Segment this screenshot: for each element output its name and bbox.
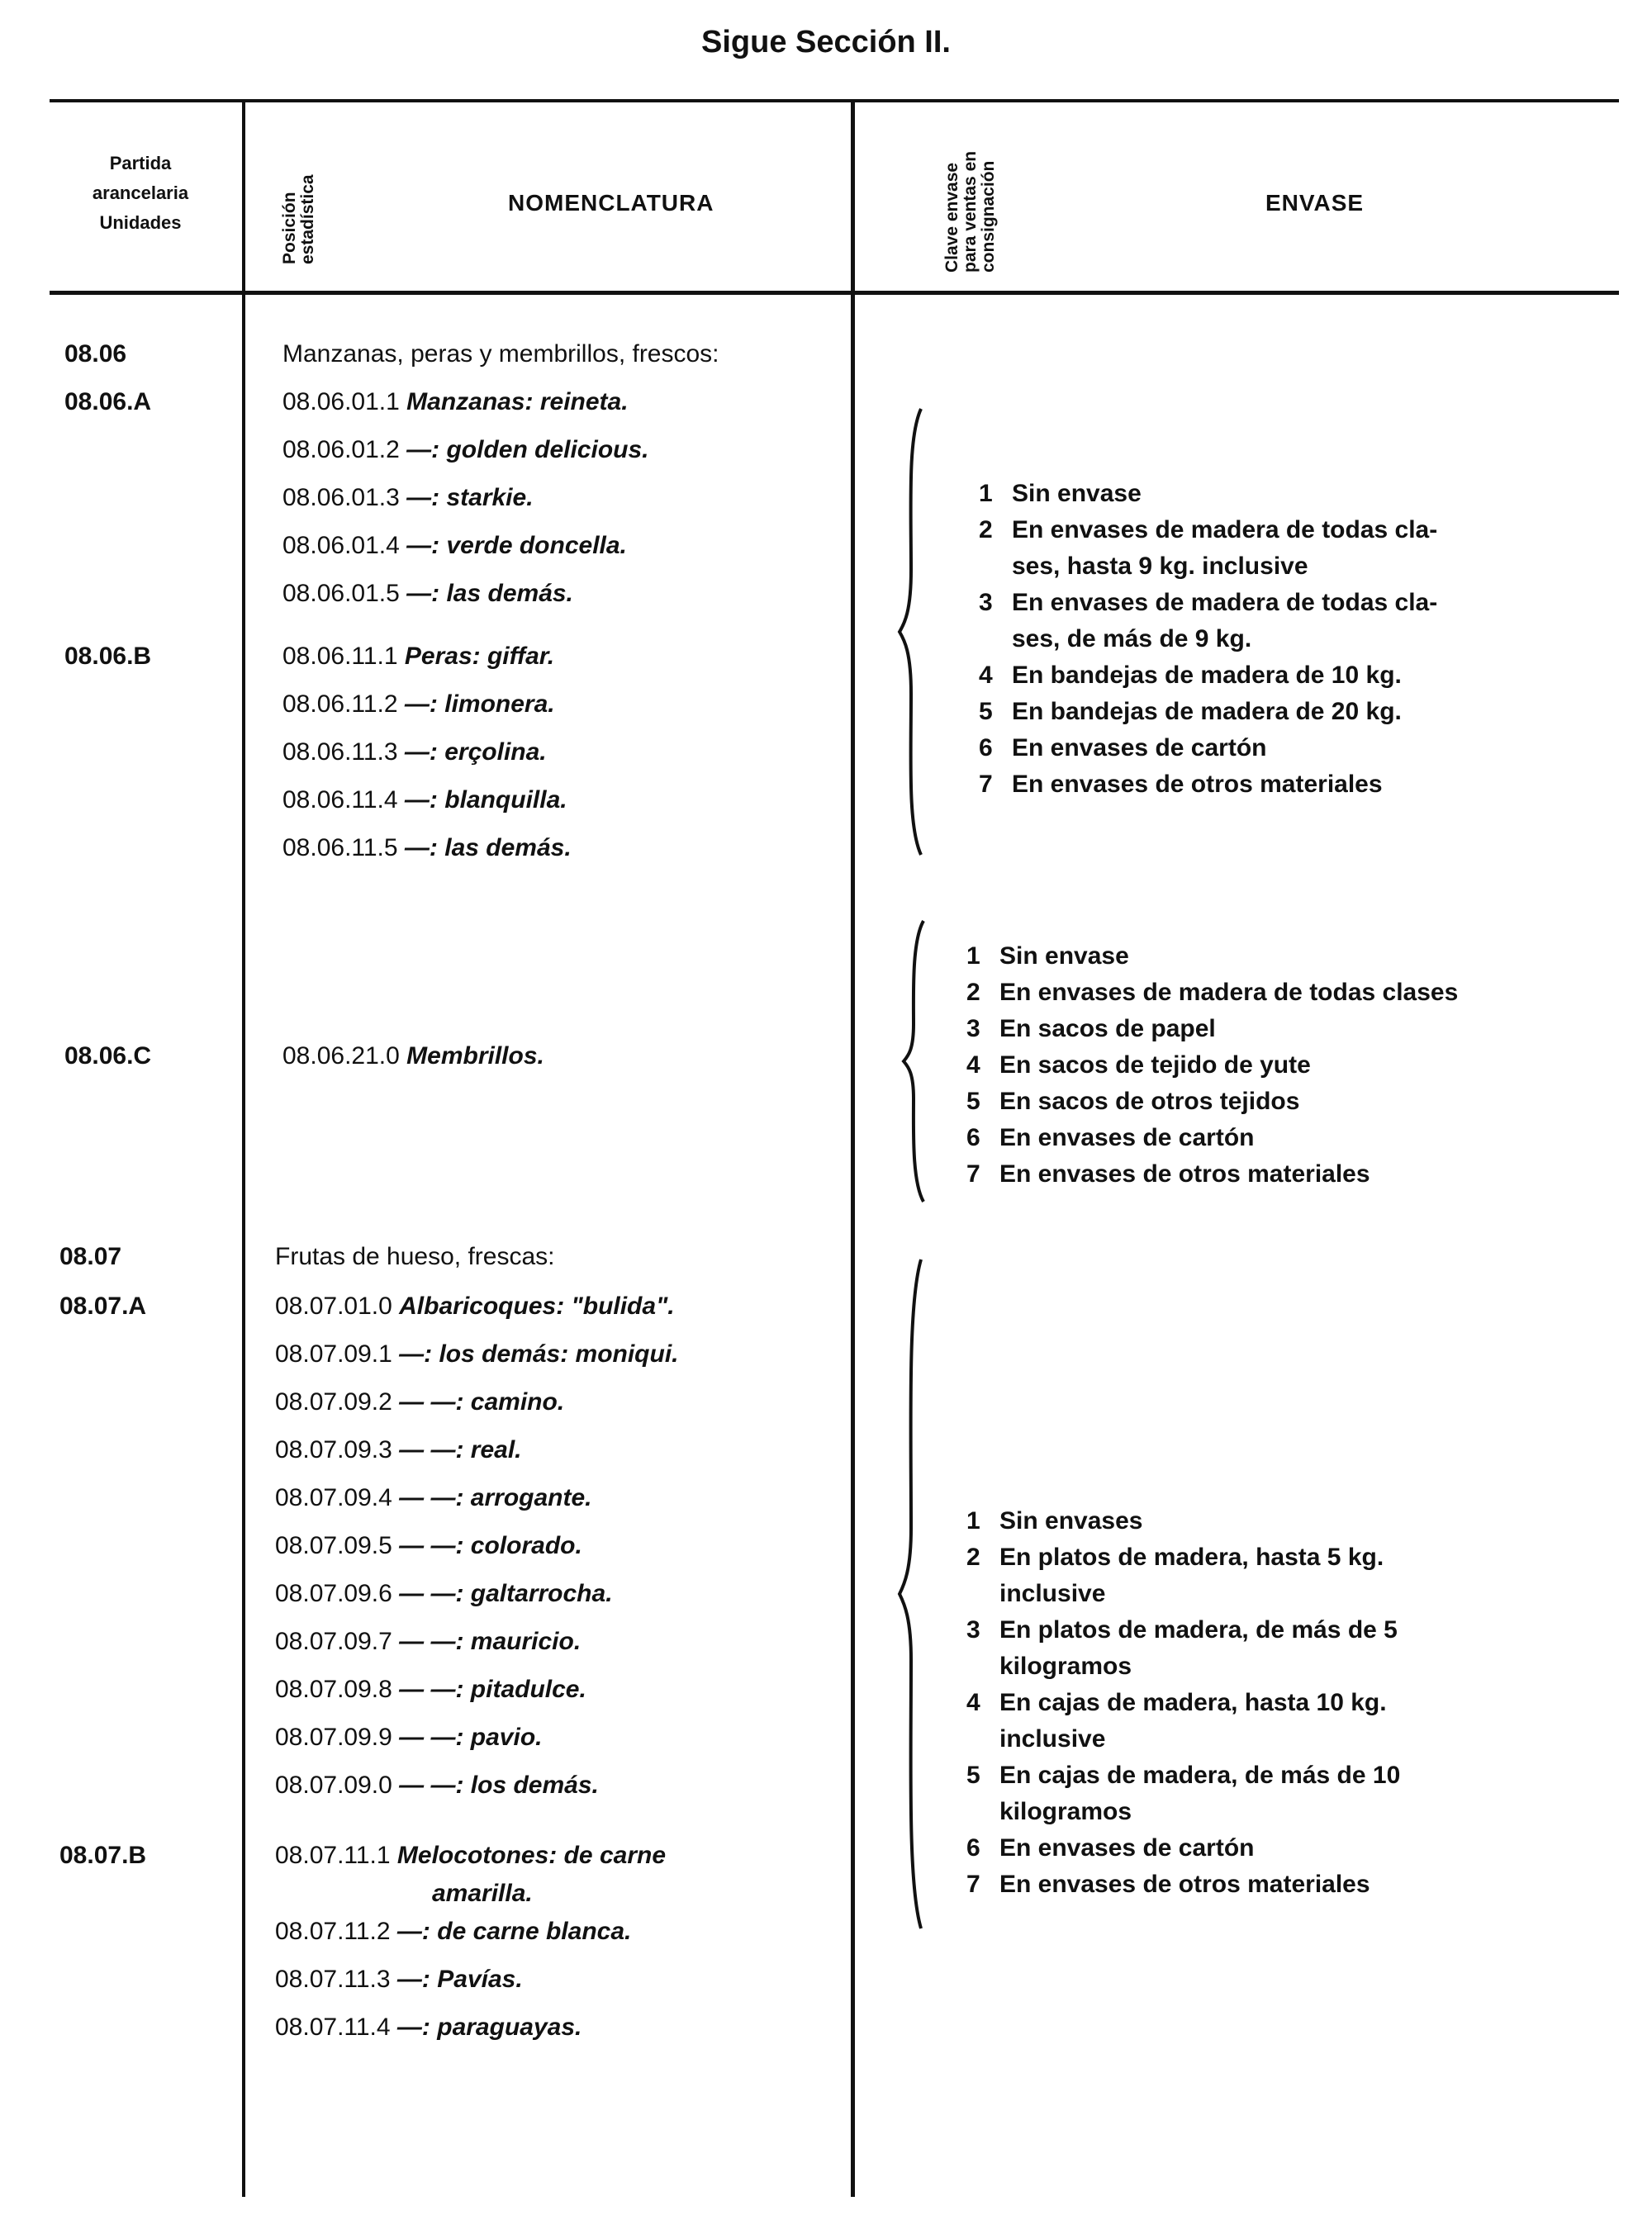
envase-item [966,1612,1400,1648]
header-nomenclatura: NOMENCLATURA [508,190,714,216]
envase-item-text: En envases de otros materiales [999,1160,1370,1188]
header-clave-line2: para ventas en [961,150,980,273]
envase-item [979,694,1437,730]
partida-code: 08.07.A [59,1293,147,1320]
header-clave-line3: consignación [979,160,998,273]
envase-item-continued [979,621,1437,657]
envase-item-text: En cajas de madera, de más de 10 [999,1762,1401,1789]
entry-code: 08.06.11.3 [282,738,398,766]
envase-item-continued [966,1576,1400,1612]
curly-brace-left [900,917,933,1206]
nomenclature-entry [282,388,629,416]
entry-code: 08.07.09.6 [275,1580,392,1607]
entry-description: —: golden delicious. [406,436,649,463]
nomenclature-entry [282,436,649,464]
curly-brace-left [896,1255,929,1933]
envase-item [966,1047,1458,1084]
partida-code: 08.06.B [64,643,152,670]
header-posicion-line2: estadística [298,174,317,264]
envase-item-number: 3 [966,1015,980,1042]
nomenclature-entry [275,1484,592,1512]
header-posicion [281,174,317,264]
envase-group [966,938,1458,1193]
envase-item-number: 4 [966,1051,980,1079]
envase-item-number: 5 [966,1762,980,1789]
nomenclature-entry [275,1580,613,1608]
envase-item-text: En envases de madera de todas cla- [1012,589,1438,616]
envase-item-continued [979,548,1437,585]
envase-item-text: En cajas de madera, hasta 10 kg. [999,1689,1387,1716]
envase-item-text: ses, hasta 9 kg. inclusive [1012,553,1308,580]
entry-code: 08.06.11.1 [282,643,398,670]
nomenclature-entry [282,690,555,719]
envase-group [979,476,1437,803]
nomenclature-entry [275,1676,586,1704]
envase-item-text: kilogramos [999,1653,1132,1680]
envase-item-text: En bandejas de madera de 20 kg. [1012,698,1402,725]
nomenclature-entry [282,738,547,766]
entry-description: —: las demás. [406,580,573,607]
nomenclature-entry [282,484,534,512]
envase-item [979,585,1437,621]
envase-item-number: 2 [979,516,993,543]
envase-item [979,512,1437,548]
entry-code: 08.06.01.2 [282,436,400,463]
table-top-rule [50,99,1619,102]
partida-code: 08.07 [59,1243,122,1270]
envase-item-text: En envases de cartón [1012,734,1267,761]
header-bottom-rule [50,291,1619,295]
nomenclature-entry [275,1966,523,1994]
nomenclature-entry [275,2014,582,2042]
partida-code: 08.07.B [59,1842,147,1869]
envase-item-number: 6 [979,734,993,761]
envase-item [966,1011,1458,1047]
entry-code: 08.07.09.0 [275,1772,392,1799]
envase-item-number: 1 [966,1507,980,1535]
entry-code: 08.07.01.0 [275,1293,392,1320]
entry-code: 08.07.11.1 [275,1842,391,1869]
entry-code: 08.07.09.9 [275,1724,392,1751]
envase-item [966,975,1458,1011]
envase-item-text: En sacos de tejido de yute [999,1051,1311,1079]
envase-item-number: 6 [966,1124,980,1151]
envase-item-text: En envases de otros materiales [999,1871,1370,1898]
nomenclature-entry [275,1293,675,1321]
nomenclature-entry [282,786,567,814]
entry-description: —: los demás: moniqui. [399,1340,679,1368]
section-heading: Manzanas, peras y membrillos, frescos: [282,340,719,368]
partida-code: 08.06 [64,340,127,368]
entry-description: — —: mauricio. [399,1628,582,1655]
entry-code: 08.07.11.3 [275,1966,391,1993]
envase-item-number: 6 [966,1834,980,1862]
envase-item-text: En platos de madera, de más de 5 [999,1616,1398,1644]
nomenclature-entry [282,532,627,560]
entry-description: —: paraguayas. [396,2014,582,2041]
envase-item-text: En sacos de otros tejidos [999,1088,1300,1115]
entry-description: —: las demás. [404,834,572,861]
page-title: Sigue Sección II. [701,25,951,59]
entry-description: — —: arrogante. [399,1484,592,1511]
envase-item-text: En envases de madera de todas cla- [1012,516,1438,543]
envase-item [966,1867,1400,1903]
envase-item-number: 5 [979,698,993,725]
envase-item-number: 7 [966,1871,980,1898]
envase-item-number: 3 [979,589,993,616]
entry-description: —: starkie. [406,484,534,511]
envase-item [966,938,1458,975]
nomenclature-entry [275,1842,666,1870]
envase-item [979,766,1437,803]
entry-description: Albaricoques: "bulida". [399,1293,675,1320]
envase-item-continued [966,1648,1400,1685]
nomenclature-entry [275,1918,631,1946]
envase-item-number: 2 [966,1544,980,1571]
envase-item-number: 2 [966,979,980,1006]
envase-item-number: 4 [966,1689,980,1716]
entry-description: —: limonera. [404,690,555,718]
entry-code: 08.07.11.2 [275,1918,391,1945]
entry-code: 08.07.09.2 [275,1388,392,1416]
envase-item [966,1120,1458,1156]
entry-code: 08.06.01.4 [282,532,400,559]
envase-item-text: inclusive [999,1580,1106,1607]
nomenclature-entry [275,1388,564,1416]
envase-item-text: En bandejas de madera de 10 kg. [1012,662,1402,689]
envase-item [966,1539,1400,1576]
entry-code: 08.07.09.8 [275,1676,392,1703]
section-heading: Frutas de hueso, frescas: [275,1243,555,1270]
envase-item-number: 7 [979,771,993,798]
header-partida-line2: arancelaria [92,183,189,203]
entry-description: Peras: giffar. [404,643,555,670]
nomenclature-entry [282,580,573,608]
envase-item-text: En platos de madera, hasta 5 kg. [999,1544,1384,1571]
envase-item [979,730,1437,766]
entry-description: Melocotones: de carne [396,1842,666,1869]
entry-description: —: de carne blanca. [396,1918,632,1945]
envase-group [966,1503,1400,1903]
envase-item-text: ses, de más de 9 kg. [1012,625,1252,652]
nomenclature-entry [282,643,554,671]
curly-brace-left [896,405,929,859]
nomenclature-entry [275,1532,582,1560]
envase-item [966,1830,1400,1867]
header-partida-line3: Unidades [99,212,182,233]
partida-code: 08.06.A [64,388,152,415]
entry-description: — —: real. [399,1436,522,1463]
envase-item-continued [966,1794,1400,1830]
entry-description: —: verde doncella. [406,532,627,559]
entry-description: Membrillos. [406,1042,544,1070]
nomenclature-entry [282,834,572,862]
entry-description: — —: colorado. [399,1532,582,1559]
header-posicion-line1: Posición [280,192,299,264]
envase-item [966,1758,1400,1794]
envase-item-text: inclusive [999,1725,1106,1753]
entry-description: —: erçolina. [404,738,547,766]
entry-description: — —: los demás. [399,1772,599,1799]
column-divider-left [242,99,245,2197]
envase-item-text: Sin envase [1012,480,1142,507]
entry-code: 08.06.01.3 [282,484,400,511]
entry-description: — —: pavio. [399,1724,543,1751]
entry-code: 08.07.09.4 [275,1484,392,1511]
envase-item-number: 5 [966,1088,980,1115]
entry-code: 08.07.11.4 [275,2014,391,2041]
envase-item [966,1685,1400,1721]
nomenclature-entry [275,1724,543,1752]
entry-code: 08.07.09.3 [275,1436,392,1463]
envase-item [966,1503,1400,1539]
envase-item-text: Sin envase [999,942,1129,970]
envase-item [979,476,1437,512]
envase-item-text: En envases de madera de todas clases [999,979,1459,1006]
envase-item-number: 7 [966,1160,980,1188]
envase-item-number: 4 [979,662,993,689]
entry-code: 08.06.01.5 [282,580,400,607]
entry-description: — —: pitadulce. [399,1676,586,1703]
envase-item-text: kilogramos [999,1798,1132,1825]
header-clave-line1: Clave envase [942,162,961,273]
envase-item [979,657,1437,694]
nomenclature-entry [275,1628,581,1656]
entry-description: Manzanas: reineta. [406,388,629,415]
entry-code: 08.06.11.5 [282,834,398,861]
envase-item-text: En envases de cartón [999,1834,1255,1862]
envase-item-text: Sin envases [999,1507,1143,1535]
entry-code: 08.06.11.2 [282,690,398,718]
column-divider-middle [851,99,855,2197]
header-partida-line1: Partida [109,153,172,173]
envase-item-text: En envases de cartón [999,1124,1255,1151]
nomenclature-entry [282,1042,544,1070]
entry-code: 08.06.11.4 [282,786,398,814]
entry-description: — —: galtarrocha. [399,1580,613,1607]
envase-item-number: 3 [966,1616,980,1644]
header-envase: ENVASE [1265,190,1365,216]
nomenclature-entry [275,1772,599,1800]
envase-item-text: En envases de otros materiales [1012,771,1383,798]
header-partida [58,149,223,238]
entry-code: 08.07.09.1 [275,1340,392,1368]
entry-code: 08.06.01.1 [282,388,400,415]
envase-item [966,1084,1458,1120]
envase-item [966,1156,1458,1193]
entry-description: —: blanquilla. [404,786,567,814]
nomenclature-entry [275,1340,679,1369]
header-clave [943,151,998,273]
entry-description: —: Pavías. [396,1966,523,1993]
envase-item-text: En sacos de papel [999,1015,1216,1042]
envase-item-continued [966,1721,1400,1758]
entry-description: — —: camino. [399,1388,565,1416]
partida-code: 08.06.C [64,1042,152,1070]
nomenclature-entry [275,1436,522,1464]
entry-description-continued: amarilla. [432,1880,533,1907]
entry-code: 08.07.09.7 [275,1628,392,1655]
envase-item-number: 1 [979,480,993,507]
envase-item-number: 1 [966,942,980,970]
entry-code: 08.06.21.0 [282,1042,400,1070]
entry-code: 08.07.09.5 [275,1532,392,1559]
